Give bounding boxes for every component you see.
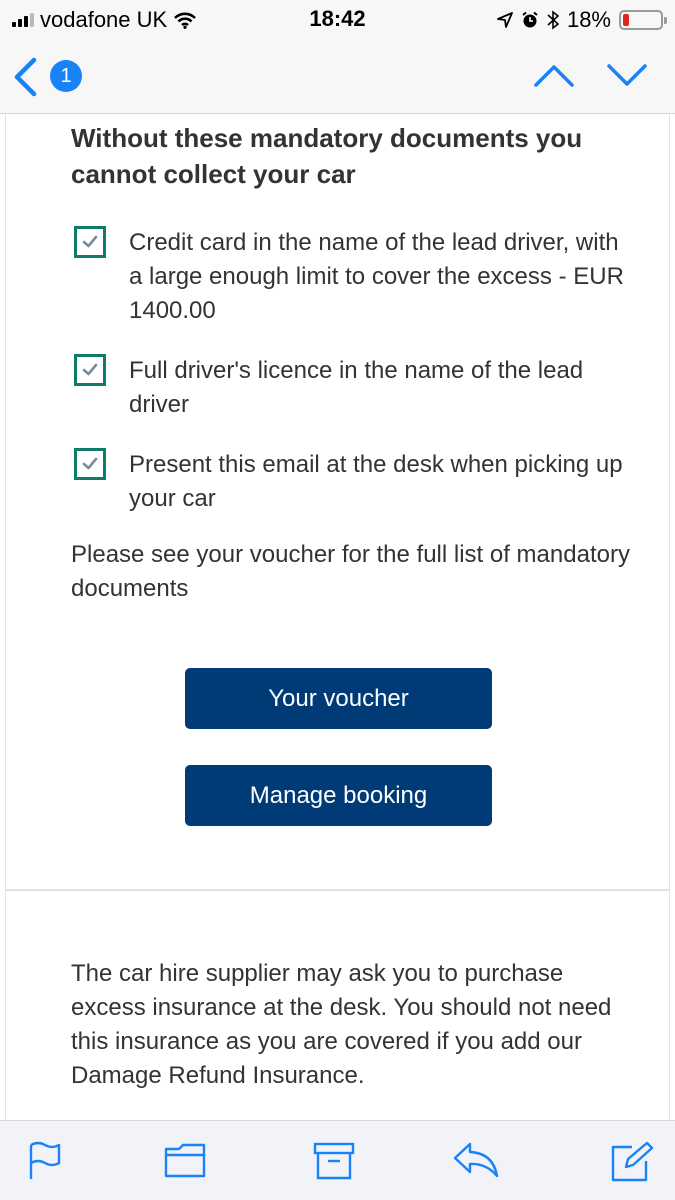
- flag-icon[interactable]: [28, 1141, 62, 1181]
- document-text: Credit card in the name of the lead driver, with a large enough limit to cover the excess - EUR 1400.00: [129, 229, 624, 324]
- archive-icon[interactable]: [313, 1141, 355, 1181]
- up-arrow-icon[interactable]: [533, 60, 575, 90]
- status-right: [497, 6, 663, 34]
- carrier-label: vodafone UK: [40, 7, 168, 32]
- checkbox-checked-icon: [74, 448, 106, 480]
- voucher-note: Please see your voucher for the full list of mandatory documents: [71, 541, 630, 602]
- status-bar: [0, 0, 675, 40]
- nav-bar: [0, 40, 675, 114]
- your-voucher-button[interactable]: Your voucher: [185, 668, 492, 729]
- down-arrow-icon[interactable]: [606, 60, 648, 90]
- insurance-paragraph: The car hire supplier may ask you to purchase excess insurance at the desk. You should not need this insurance as you are covered if you add our Damage Refund Insurance.: [71, 960, 612, 1089]
- back-chevron-icon[interactable]: [10, 56, 40, 98]
- manage-booking-button[interactable]: Manage booking: [185, 765, 492, 826]
- reply-icon[interactable]: [452, 1141, 500, 1179]
- mandatory-documents-heading: Without these mandatory documents you cannot collect your car: [71, 123, 583, 189]
- checkbox-checked-icon: [74, 354, 106, 386]
- compose-icon[interactable]: [610, 1141, 654, 1183]
- email-body: [5, 114, 670, 1120]
- bottom-toolbar: [0, 1120, 675, 1200]
- checkbox-checked-icon: [74, 226, 106, 258]
- battery-fill: [623, 14, 629, 26]
- battery-percent: 18%: [566, 7, 611, 32]
- battery-icon: [619, 10, 663, 30]
- folder-icon[interactable]: [164, 1141, 206, 1179]
- document-text: Full driver's licence in the name of the lead driver: [129, 357, 584, 418]
- alarm-icon: [521, 11, 539, 29]
- document-text: Present this email at the desk when picking up your car: [129, 451, 623, 512]
- status-time: 18:42: [309, 6, 366, 31]
- bluetooth-icon: [547, 10, 559, 30]
- unread-count-badge[interactable]: 1: [50, 60, 82, 92]
- section-divider: [6, 889, 670, 891]
- location-arrow-icon: [497, 12, 513, 28]
